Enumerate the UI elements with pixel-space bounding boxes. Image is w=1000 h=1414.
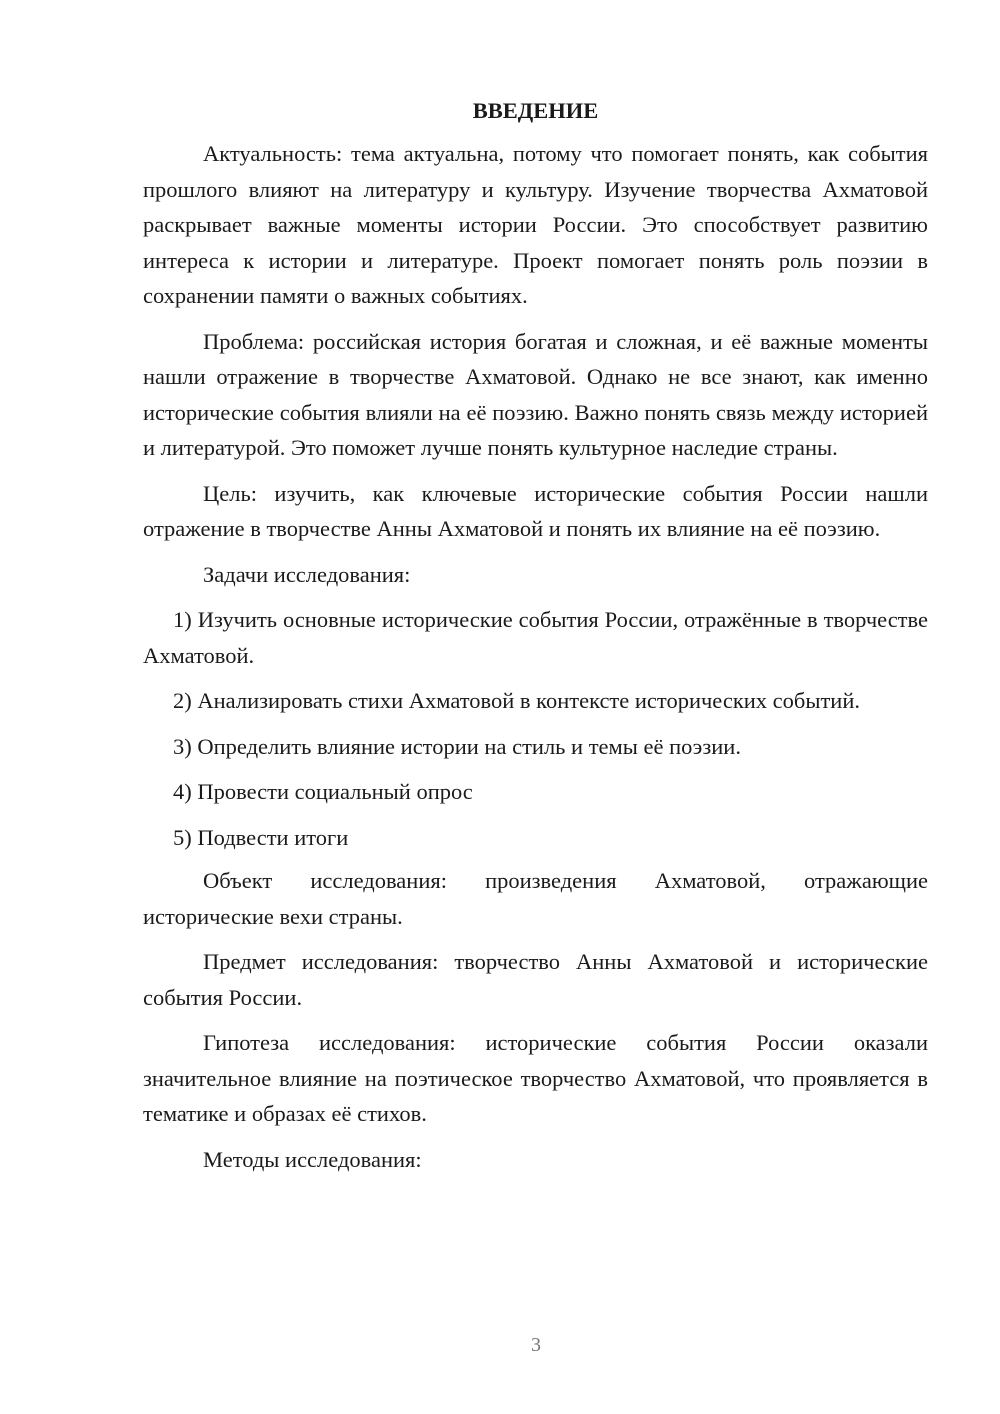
task-item: 2) Анализировать стихи Ахматовой в контексте исторических событий. [173, 688, 861, 713]
page-content [143, 96, 928, 1187]
relevance-paragraph: Актуальность: тема актуальна, потому что помогает понять, как события прошлого влияют на литературу и культуру. Изучение творчества Ахматовой раскрывает важные моменты истории России. Это способствует развитию интереса к истории и литературе. Проект помогает понять роль поэзии в сохранении памяти о важных событиях. [143, 141, 928, 308]
tasks-heading: Задачи исследования: [203, 561, 411, 587]
methods-heading: Методы исследования: [203, 1146, 422, 1172]
goal-paragraph: Цель: изучить, как ключевые исторические события России нашли отражение в творчестве Анны Ахматовой и понять их влияние на её поэзию. [143, 480, 928, 541]
hypothesis-paragraph: Гипотеза исследования: исторические события России оказали значительное влияние на поэтическое творчество Ахматовой, что проявляется в тематике и образах её стихов. [143, 1030, 928, 1126]
subject-paragraph: Предмет исследования: творчество Анны Ахматовой и исторические события России. [143, 949, 928, 1010]
page-number: 3 [531, 1334, 541, 1356]
task-item: 3) Определить влияние истории на стиль и темы её поэзии. [173, 733, 741, 759]
tasks-list [143, 602, 928, 855]
object-paragraph: Объект исследования: произведения Ахматовой, отражающие исторические вехи страны. [143, 868, 928, 929]
task-item: 1) Изучить основные исторические события России, отражённые в творчестве Ахматовой. [143, 607, 928, 668]
task-item: 5) Подвести итоги [173, 824, 349, 850]
page-title: ВВЕДЕНИЕ [472, 98, 599, 123]
task-item: 4) Провести социальный опрос [173, 779, 473, 804]
problem-paragraph: Проблема: российская история богатая и сложная, и её важные моменты нашли отражение в творчестве Ахматовой. Однако не все знают, как именно исторические события влияли на её поэзию. Важно понять связь между историей и литературой. Это поможет лучше понять культурное наследие страны. [143, 328, 928, 460]
